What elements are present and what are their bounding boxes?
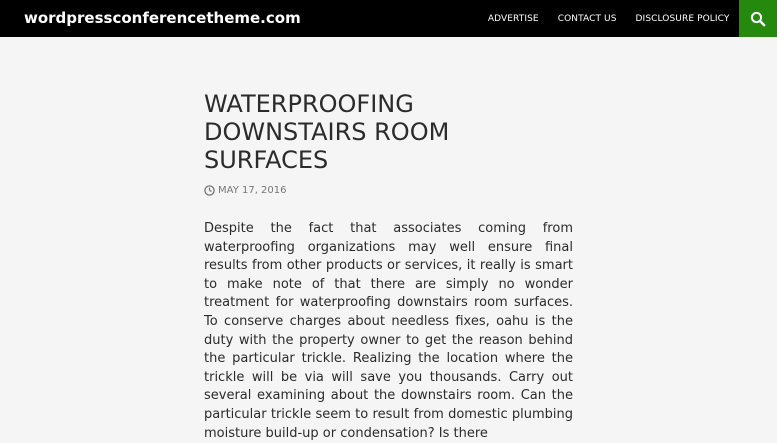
nav-item-advertise[interactable]: ADVERTISE <box>487 13 539 24</box>
post-title: WATERPROOFING DOWNSTAIRS ROOM SURFACES <box>204 90 450 174</box>
nav-item-disclosure-policy[interactable]: DISCLOSURE POLICY <box>635 13 730 24</box>
post-date-link[interactable]: MAY 17, 2016 <box>218 184 287 196</box>
post-article <box>204 90 573 443</box>
post-body: Despite the fact that associates coming from waterproofing organizations may well ensure final results from other products or services, it really is smart to make note of that there are simply no wonder treatment for waterproofing downstairs room surfaces. To conserve charges about needless fixes, oahu is the duty with the property owner to get the reason behind the particular trickle. Realizing the location where the trickle will be via will save you thousands. Carry out several examining about the downstairs room. Can the particular trickle seem to result from domestic plumbing moisture build-up or condensation? Is there <box>204 221 573 441</box>
nav-item-contact-us[interactable]: CONTACT US <box>557 13 617 24</box>
search-toggle-button[interactable] <box>739 0 777 37</box>
site-title-link[interactable]: wordpressconferencetheme.com <box>24 9 301 27</box>
site-header <box>0 0 777 37</box>
post-meta <box>204 183 573 197</box>
search-icon <box>750 11 766 27</box>
clock-icon <box>204 185 215 196</box>
primary-nav <box>478 0 739 37</box>
